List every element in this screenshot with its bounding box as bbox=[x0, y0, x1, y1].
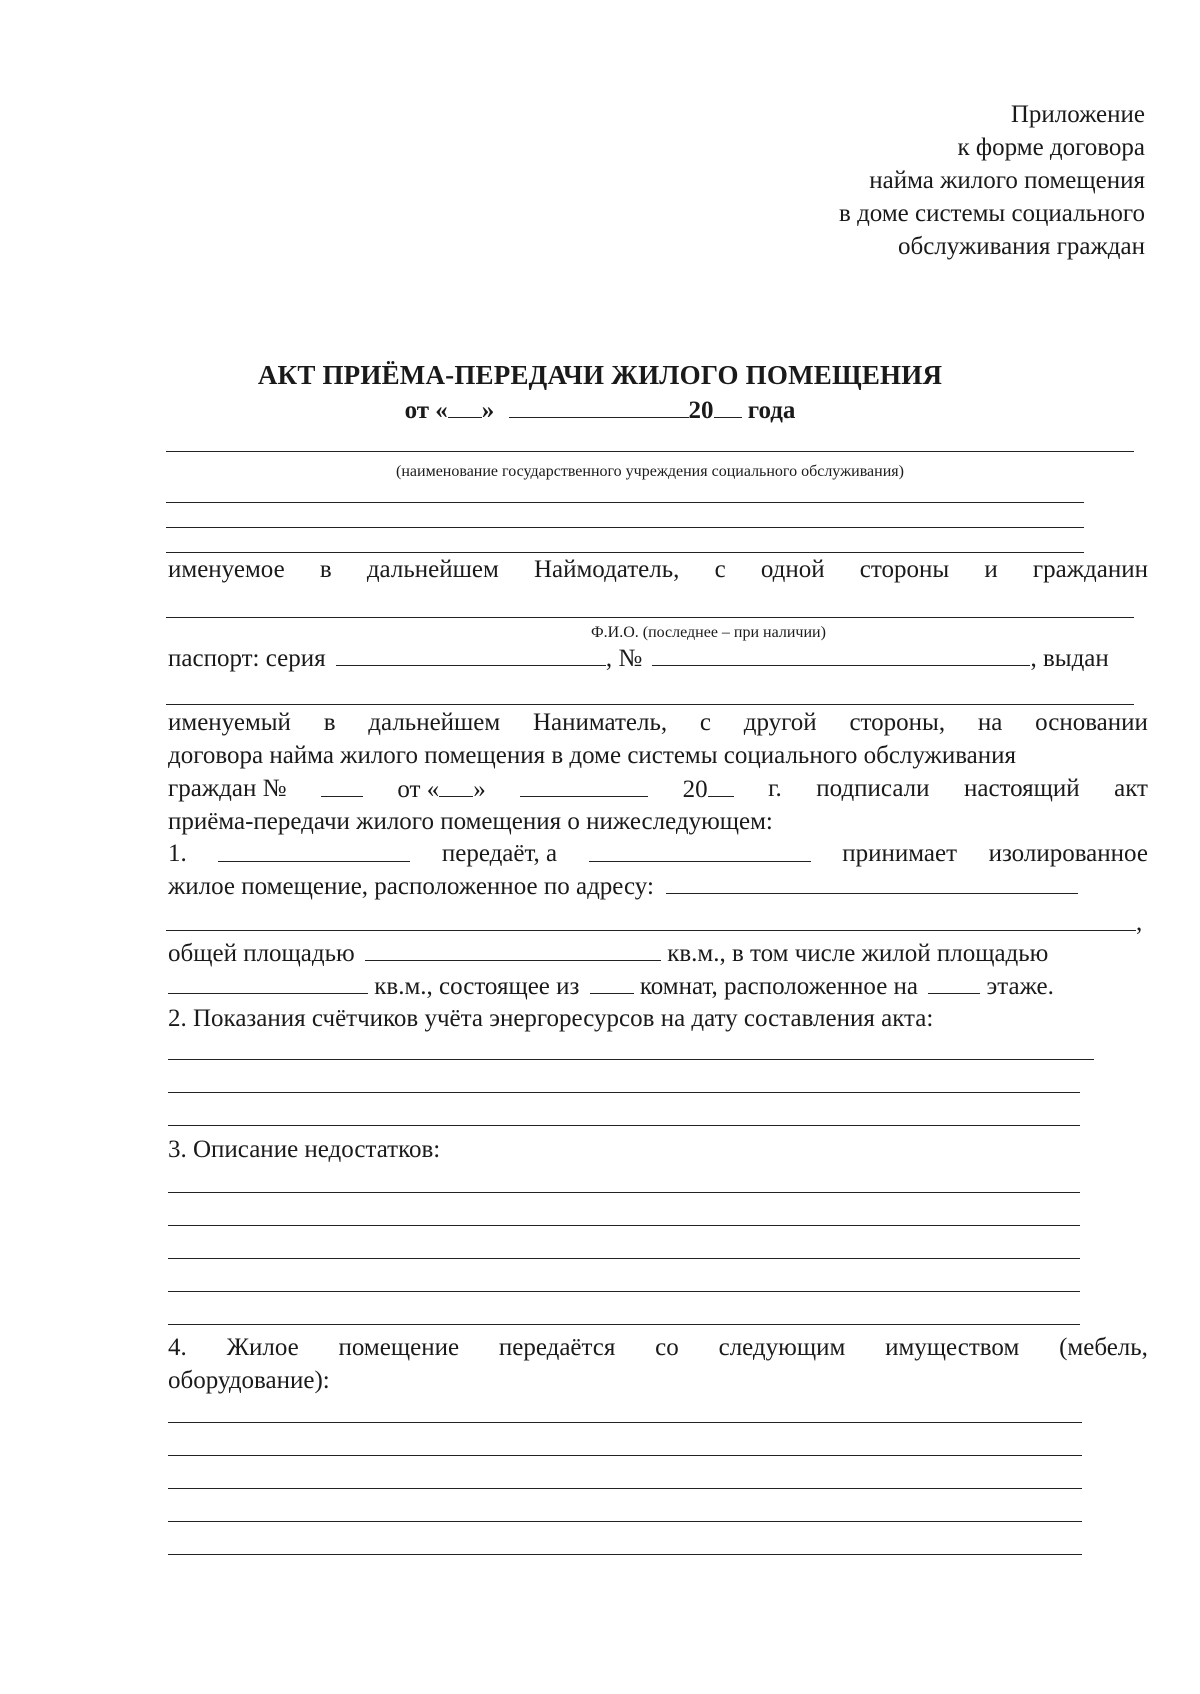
clause-word: именуемое bbox=[168, 556, 285, 583]
header-line: найма жилого помещения bbox=[869, 167, 1145, 194]
rooms-count-blank[interactable] bbox=[590, 971, 634, 994]
clause-word: помещение bbox=[338, 1334, 460, 1361]
clause-word: Наниматель, bbox=[532, 709, 668, 736]
clause-word: именуемый bbox=[168, 709, 291, 736]
clause-word: г. bbox=[768, 775, 782, 802]
passport-issued-line[interactable] bbox=[166, 704, 1134, 705]
header-line: обслуживания граждан bbox=[897, 233, 1145, 260]
tenant-clause-line4: приёма-передачи жилого помещения о нижеследующем: bbox=[168, 808, 773, 835]
institution-name-line[interactable] bbox=[166, 502, 1084, 503]
fio-caption: Ф.И.О. (последнее – при наличии) bbox=[591, 624, 826, 641]
floor-label: этаже. bbox=[986, 973, 1054, 1000]
clause-word: (мебель, bbox=[1059, 1334, 1148, 1361]
address-blank[interactable] bbox=[666, 871, 1078, 894]
institution-name-line[interactable] bbox=[166, 552, 1084, 553]
property-line[interactable] bbox=[168, 1554, 1082, 1555]
item4-line2: оборудование): bbox=[168, 1367, 330, 1394]
clause-word: следующим bbox=[718, 1334, 846, 1361]
document-title: АКТ ПРИЁМА-ПЕРЕДАЧИ ЖИЛОГО ПОМЕЩЕНИЯ bbox=[257, 360, 943, 390]
citizens-number-label: граждан № bbox=[168, 775, 287, 802]
living-area-label: кв.м., в том числе жилой площадью bbox=[667, 940, 1049, 967]
clause-word: стороны, bbox=[849, 709, 946, 736]
contract-close-quote: » bbox=[473, 776, 486, 803]
date-from-label: от « bbox=[404, 397, 448, 424]
clause-word: с bbox=[699, 709, 712, 736]
clause-word: стороны bbox=[859, 556, 950, 583]
clause-word: со bbox=[655, 1334, 679, 1361]
clause-word: подписали bbox=[816, 775, 930, 802]
clause-word: настоящий bbox=[963, 775, 1080, 802]
landlord-clause bbox=[168, 555, 1148, 585]
day-blank[interactable] bbox=[448, 395, 482, 418]
living-area-blank[interactable] bbox=[168, 971, 368, 994]
clause-word: на bbox=[977, 709, 1003, 736]
passport-line bbox=[168, 643, 1148, 674]
item1-number: 1. bbox=[168, 840, 187, 867]
property-line[interactable] bbox=[168, 1422, 1082, 1423]
header-line: к форме договора bbox=[957, 134, 1145, 161]
defects-line[interactable] bbox=[168, 1258, 1080, 1259]
contract-day-blank[interactable] bbox=[439, 774, 473, 797]
meter-readings-line[interactable] bbox=[168, 1092, 1080, 1093]
defects-line[interactable] bbox=[168, 1192, 1080, 1193]
fio-line[interactable] bbox=[166, 617, 1134, 618]
institution-name-line[interactable] bbox=[166, 527, 1084, 528]
item1-transfers-label: передаёт, а bbox=[441, 840, 558, 867]
passport-label: паспорт: серия bbox=[168, 645, 326, 672]
month-blank[interactable] bbox=[509, 395, 689, 418]
clause-word: передаётся bbox=[498, 1334, 616, 1361]
contract-month-blank[interactable] bbox=[520, 774, 648, 797]
item1-area-line bbox=[168, 938, 1048, 969]
clause-word: Жилое bbox=[226, 1334, 299, 1361]
landlord-name-blank[interactable] bbox=[218, 839, 410, 862]
floor-blank[interactable] bbox=[928, 971, 980, 994]
clause-word: и bbox=[984, 556, 998, 583]
consisting-label: кв.м., состоящее из bbox=[374, 973, 580, 1000]
institution-name-line[interactable] bbox=[166, 451, 1134, 452]
clause-word: основании bbox=[1035, 709, 1148, 736]
clause-word: дальнейшем bbox=[366, 556, 499, 583]
item1-rooms-line bbox=[168, 971, 1054, 1002]
clause-word: акт bbox=[1114, 775, 1148, 802]
address-comma: , bbox=[1136, 909, 1143, 936]
item4-line1 bbox=[168, 1333, 1148, 1363]
contract-year-prefix: 20 bbox=[682, 776, 708, 803]
clause-word: 4. bbox=[168, 1334, 187, 1361]
passport-series-blank[interactable] bbox=[336, 643, 606, 666]
address-continuation-line[interactable] bbox=[166, 930, 1136, 931]
meter-readings-line[interactable] bbox=[168, 1125, 1080, 1126]
item1-line1 bbox=[168, 839, 1148, 869]
tenant-clause-line2: договора найма жилого помещения в доме системы социального обслуживания bbox=[168, 742, 1017, 769]
passport-issued-label: , выдан bbox=[1030, 645, 1109, 672]
meter-readings-line[interactable] bbox=[168, 1059, 1094, 1060]
year-prefix: 20 bbox=[688, 397, 714, 424]
clause-word: другой bbox=[743, 709, 817, 736]
clause-word: в bbox=[319, 556, 332, 583]
clause-word: изолированное bbox=[988, 840, 1148, 867]
appendix-header bbox=[839, 98, 1145, 263]
contract-number-blank[interactable] bbox=[321, 774, 363, 797]
contract-from-label: от « bbox=[397, 776, 440, 803]
clause-word: принимает bbox=[842, 840, 958, 867]
item3-heading: 3. Описание недостатков: bbox=[168, 1136, 441, 1163]
defects-line[interactable] bbox=[168, 1225, 1080, 1226]
header-line: Приложение bbox=[1010, 101, 1145, 128]
clause-word: дальнейшем bbox=[368, 709, 501, 736]
defects-line[interactable] bbox=[168, 1324, 1080, 1325]
property-line[interactable] bbox=[168, 1488, 1082, 1489]
clause-word: с bbox=[714, 556, 726, 583]
total-area-blank[interactable] bbox=[365, 938, 661, 961]
rooms-located-label: комнат, расположенное на bbox=[639, 973, 919, 1000]
contract-year-group bbox=[683, 774, 734, 805]
clause-word: имуществом bbox=[885, 1334, 1020, 1361]
clause-word: одной bbox=[760, 556, 825, 583]
tenant-clause-line3 bbox=[168, 774, 1148, 805]
passport-number-sign: , № bbox=[605, 645, 643, 672]
total-area-label: общей площадью bbox=[168, 940, 355, 967]
header-line: в доме системы социального bbox=[839, 200, 1145, 227]
property-line[interactable] bbox=[168, 1521, 1082, 1522]
date-close-quote: » bbox=[481, 397, 495, 424]
passport-number-blank[interactable] bbox=[652, 643, 1030, 666]
item1-address-line bbox=[168, 871, 1078, 902]
clause-word: в bbox=[323, 709, 336, 736]
year-blank[interactable] bbox=[714, 395, 742, 418]
institution-caption: (наименование государственного учреждения социального обслуживания) bbox=[396, 463, 904, 480]
item2-heading: 2. Показания счётчиков учёта энергоресурсов на дату составления акта: bbox=[168, 1005, 934, 1032]
contract-year-blank[interactable] bbox=[708, 774, 734, 797]
address-label: жилое помещение, расположенное по адресу: bbox=[168, 873, 654, 900]
tenant-name-blank[interactable] bbox=[589, 839, 811, 862]
defects-line[interactable] bbox=[168, 1291, 1080, 1292]
contract-date-group bbox=[397, 774, 485, 805]
act-date-line bbox=[0, 395, 1200, 425]
property-line[interactable] bbox=[168, 1455, 1082, 1456]
clause-word: Наймодатель, bbox=[533, 556, 680, 583]
tenant-clause-line1 bbox=[168, 708, 1148, 738]
clause-word: гражданин bbox=[1032, 556, 1148, 583]
year-suffix: года bbox=[747, 397, 796, 424]
